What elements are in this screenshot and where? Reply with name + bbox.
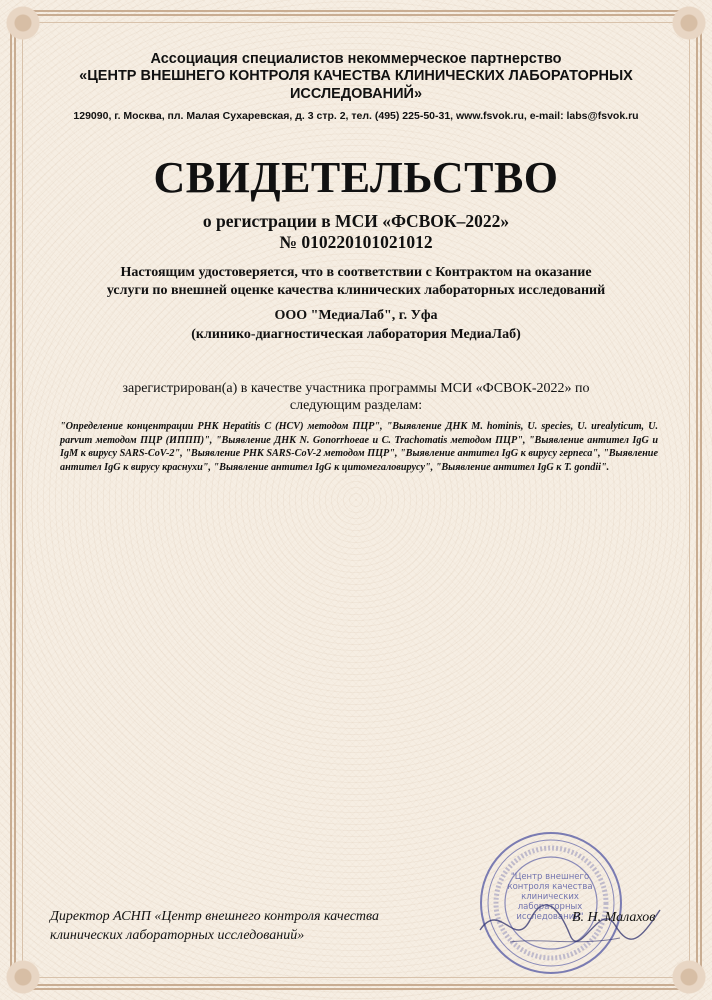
certify-statement xyxy=(40,264,672,300)
organization xyxy=(40,306,672,344)
corner-ornament xyxy=(666,0,712,46)
registered-line1: зарегистрирован(а) в качестве участника программы МСИ «ФСВОК-2022» по xyxy=(122,381,590,396)
header-association: Ассоциация специалистов некоммерческое партнерство xyxy=(150,51,562,67)
header-center-name-line2: ИССЛЕДОВАНИЙ» xyxy=(289,86,423,102)
corner-ornament xyxy=(0,954,46,1000)
corner-ornament xyxy=(666,954,712,1000)
registered-statement xyxy=(40,380,672,414)
header-address: 129090, г. Москва, пл. Малая Сухаревская, д. 3 стр. 2, тел. (495) 225-50-31, www.fsvok.ru, e-mail: labs@fsvok.ru xyxy=(73,110,639,122)
stamp-text-line: контроля качества xyxy=(507,882,593,892)
director-line2: клинических лабораторных исследований» xyxy=(50,928,305,943)
registered-line2: следующим разделам: xyxy=(289,398,423,413)
director-title xyxy=(50,907,380,945)
stamp-text-line: "Центр внешнего xyxy=(510,872,590,882)
director-line1: Директор АСНП «Центр внешнего контроля качества xyxy=(50,909,380,924)
signer-name: В. Н. Малахов xyxy=(572,910,656,925)
certify-line1: Настоящим удостоверяется, что в соответствии с Контрактом на оказание xyxy=(120,265,592,280)
corner-ornament xyxy=(0,0,46,46)
stamp-text-line: лабораторных xyxy=(517,902,583,912)
program-sections: "Определение концентрации РНК Hepatitis C (HCV) методом ПЦР", "Выявление ДНК M. hominis, U. species, U. urealyticum, U. parvum методом ПЦР (ИППП)", "Выявление ДНК N. Gonorrhoeae и C. Trachomatis методом ПЦР", "Выявление антител IgG и IgM к вирусу SARS-CoV-2", "Выявление РНК SARS-CoV-2 методом ПЦР", "Выявление антител IgG к вирусу герпеса", "Выявление антител IgG к вирусу краснухи", "Выявление антител IgG к цитомегаловирусу", "Выявление антител IgG к T. gondii". xyxy=(60,421,658,473)
organization-lab: (клинико-диагностическая лаборатория МедиаЛаб) xyxy=(191,327,521,342)
certificate-number: № 010220101021012 xyxy=(279,232,433,252)
header-center-name-line1: «ЦЕНТР ВНЕШНЕГО КОНТРОЛЯ КАЧЕСТВА КЛИНИЧЕСКИХ ЛАБОРАТОРНЫХ xyxy=(79,68,633,84)
stamp-text-line: клинических xyxy=(521,892,579,902)
certificate-title: СВИДЕТЕЛЬСТВО xyxy=(153,153,559,202)
header-center-name xyxy=(40,67,672,103)
registration-line: о регистрации в МСИ «ФСВОК–2022» xyxy=(202,211,510,231)
stamp-text-line: исследований" xyxy=(516,912,584,922)
certify-line2: услуги по внешней оценке качества клинических лабораторных исследований xyxy=(106,283,606,298)
organization-name: ООО "МедиаЛаб", г. Уфа xyxy=(274,308,438,323)
